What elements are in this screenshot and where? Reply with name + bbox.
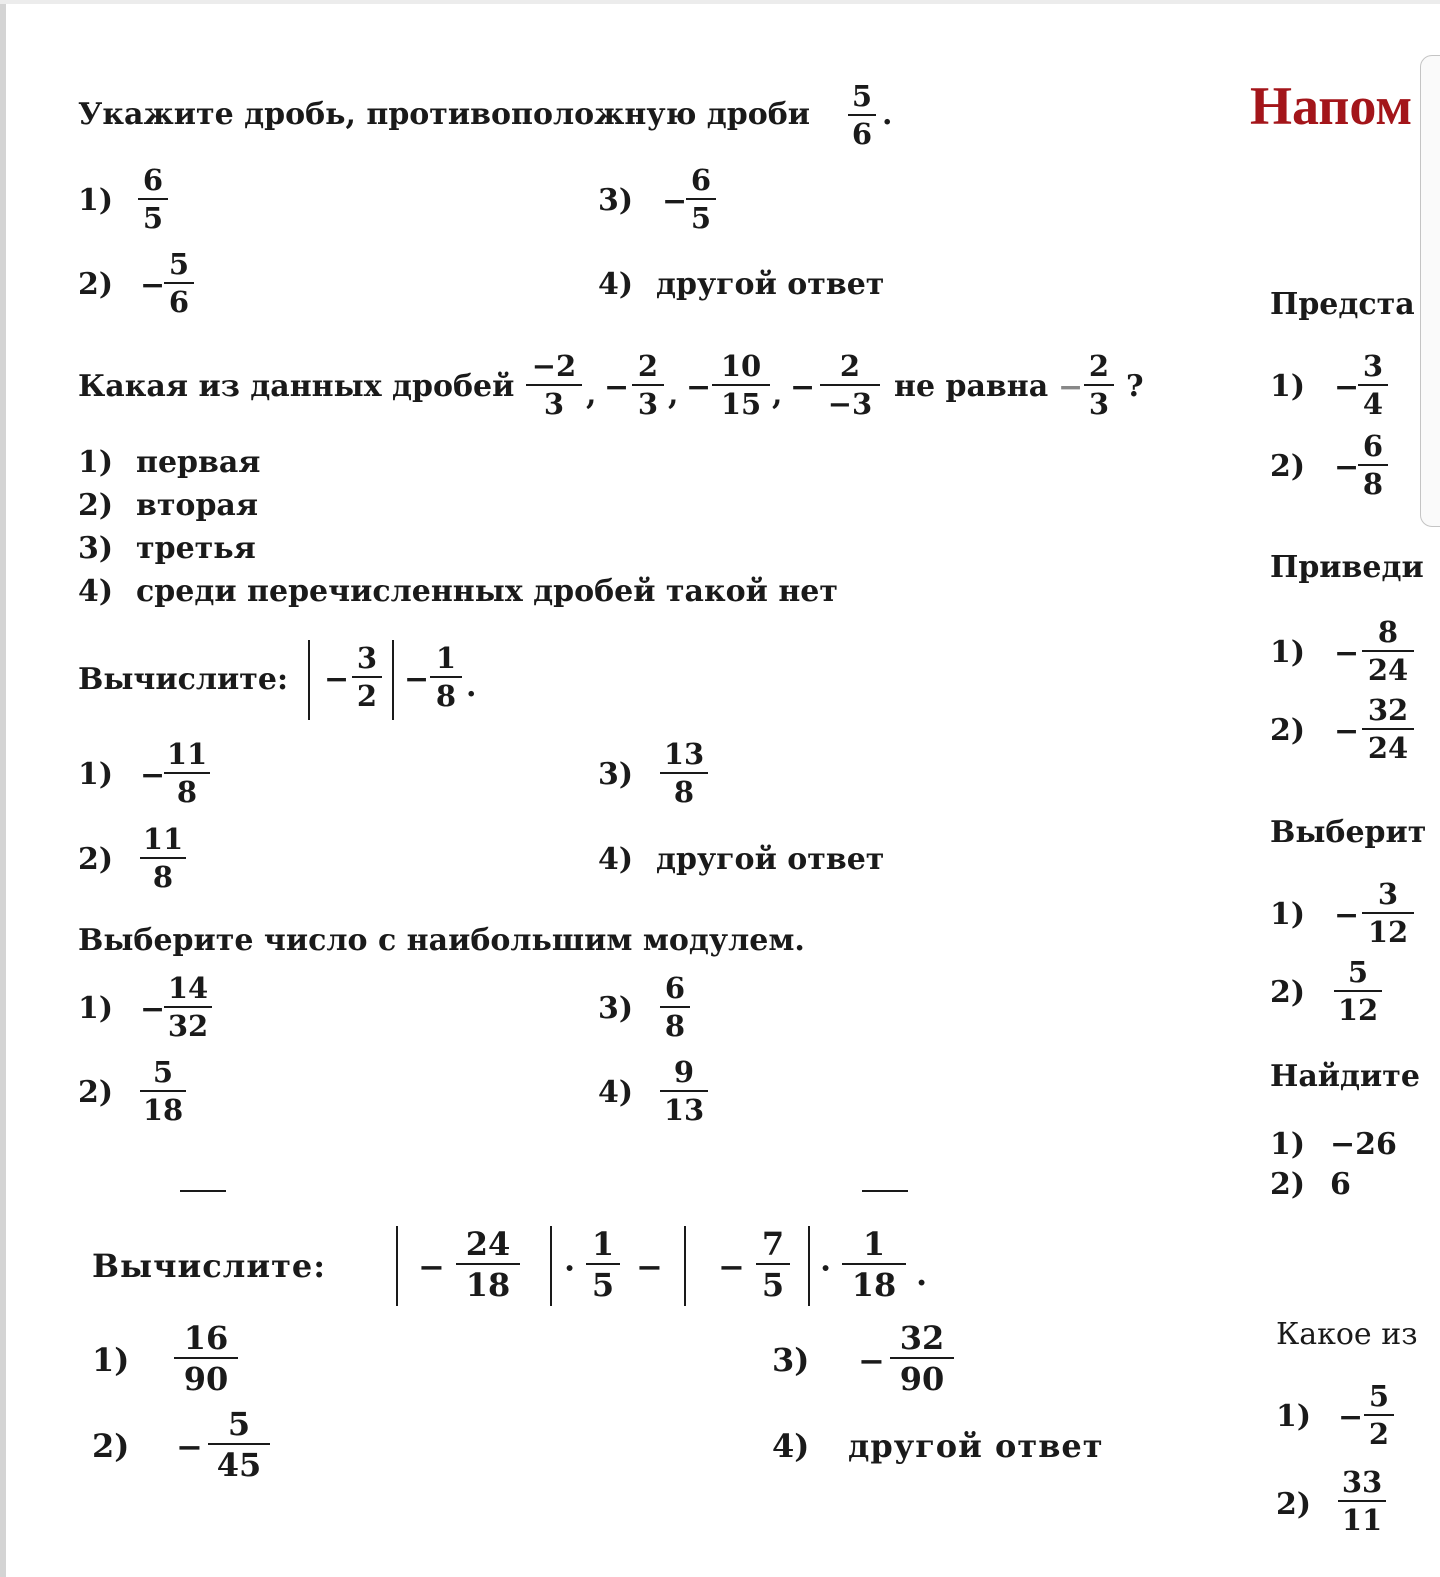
option-text[interactable]: первая	[136, 445, 261, 480]
minus-sign: −	[418, 1248, 445, 1286]
question-text: Укажите дробь, противоположную дроби	[78, 97, 811, 132]
minus-sign: −	[140, 268, 166, 303]
minus-sign: −	[1058, 370, 1084, 405]
option-number[interactable]: 1)	[1270, 1127, 1306, 1162]
option-text[interactable]: другой ответ	[656, 842, 885, 877]
minus-sign: −	[858, 1342, 885, 1380]
option-fraction[interactable]: 16 90	[174, 1322, 238, 1395]
option-fraction[interactable]: 5 6	[164, 250, 194, 317]
option-fraction[interactable]: 13 8	[660, 740, 708, 807]
minus-sign: −	[718, 1248, 745, 1286]
option-text[interactable]: третья	[136, 531, 256, 566]
abs-bar	[684, 1226, 686, 1306]
minus-sign: −	[636, 1248, 663, 1286]
option-fraction[interactable]: 8 24	[1362, 618, 1414, 685]
option-number[interactable]: 3)	[598, 757, 634, 792]
option-number[interactable]: 2)	[92, 1427, 130, 1465]
option-fraction[interactable]: 5 2	[1364, 1382, 1394, 1449]
option-fraction[interactable]: 11 8	[164, 740, 210, 807]
multiply-dot: ·	[820, 1249, 832, 1287]
option-number[interactable]: 2)	[78, 488, 114, 523]
option-fraction[interactable]: 6 8	[660, 974, 690, 1041]
option-number[interactable]: 1)	[1276, 1399, 1312, 1434]
option-number[interactable]: 1)	[1270, 897, 1306, 932]
option-fraction[interactable]: 3 12	[1362, 880, 1414, 947]
minus-sign: −	[604, 370, 630, 405]
option-number[interactable]: 1)	[78, 757, 114, 792]
comma: ,	[668, 377, 679, 412]
section-title: Приведи	[1270, 550, 1424, 585]
option-number[interactable]: 4)	[78, 574, 114, 609]
fraction: 7 5	[756, 1228, 790, 1301]
minus-sign: −	[140, 992, 166, 1027]
option-fraction[interactable]: 5 12	[1334, 958, 1382, 1025]
option-fraction[interactable]: 14 32	[164, 974, 212, 1041]
minus-sign: −	[662, 184, 688, 219]
option-text[interactable]: вторая	[136, 488, 259, 523]
fraction: 2 −3	[820, 352, 880, 419]
side-panel-edge[interactable]	[1420, 55, 1440, 527]
minus-sign: −	[1338, 1400, 1364, 1435]
option-number[interactable]: 2)	[1276, 1487, 1312, 1522]
page-edge	[0, 0, 6, 1577]
option-number[interactable]: 3)	[598, 991, 634, 1026]
option-fraction[interactable]: 6 5	[138, 166, 168, 233]
fraction: 10 15	[712, 352, 770, 419]
question-mark: ?	[1126, 369, 1144, 404]
fraction: 1 8	[430, 644, 462, 711]
page-heading: Напом	[1250, 76, 1413, 136]
option-fraction[interactable]: 32 90	[890, 1322, 954, 1395]
option-number[interactable]: 3)	[772, 1341, 810, 1379]
cropped-mark	[862, 1190, 908, 1192]
option-number[interactable]: 1)	[1270, 369, 1306, 404]
minus-sign: −	[686, 370, 712, 405]
option-number[interactable]: 2)	[1270, 1167, 1306, 1202]
fraction: 24 18	[456, 1228, 520, 1301]
option-number[interactable]: 3)	[598, 183, 634, 218]
fraction: 1 5	[586, 1228, 620, 1301]
option-number[interactable]: 2)	[1270, 449, 1306, 484]
option-number[interactable]: 1)	[1270, 635, 1306, 670]
section-title: Выберит	[1270, 815, 1427, 850]
minus-sign: −	[790, 370, 816, 405]
question-text: Вычислите:	[78, 662, 289, 697]
option-fraction[interactable]: 6 8	[1358, 432, 1388, 499]
multiply-dot: ·	[564, 1249, 576, 1287]
abs-bar	[808, 1226, 810, 1306]
question-text: Выберите число с наибольшим модулем.	[78, 923, 805, 958]
option-number[interactable]: 2)	[1270, 713, 1306, 748]
option-fraction[interactable]: 11 8	[140, 825, 186, 892]
minus-sign: −	[404, 662, 430, 697]
minus-sign: −	[176, 1428, 203, 1466]
question-text: Вычислите:	[92, 1247, 327, 1285]
section-title: Предста	[1270, 287, 1415, 322]
option-text[interactable]: другой ответ	[848, 1427, 1104, 1465]
option-text[interactable]: среди перечисленных дробей такой нет	[136, 574, 838, 609]
abs-bar	[308, 640, 310, 720]
minus-sign: −	[140, 758, 166, 793]
option-fraction[interactable]: 33 11	[1338, 1468, 1386, 1535]
comma: ,	[772, 377, 783, 412]
option-text[interactable]: −26	[1330, 1127, 1397, 1162]
option-number[interactable]: 2)	[78, 842, 114, 877]
option-fraction[interactable]: 3 4	[1358, 352, 1388, 419]
fraction: 1 18	[842, 1228, 906, 1301]
option-fraction[interactable]: 5 18	[140, 1058, 186, 1125]
fraction: 3 2	[352, 644, 382, 711]
option-number[interactable]: 4)	[772, 1427, 810, 1465]
question-text: не равна	[894, 369, 1049, 404]
page-edge-top	[0, 0, 1440, 4]
section-title: Какое из	[1276, 1317, 1418, 1352]
punctuation: .	[916, 1255, 928, 1293]
punctuation: .	[882, 97, 893, 132]
fraction: −2 3	[526, 352, 582, 419]
option-fraction[interactable]: 6 5	[686, 166, 716, 233]
minus-sign: −	[1334, 636, 1360, 671]
option-number[interactable]: 1)	[78, 183, 114, 218]
option-number[interactable]: 2)	[78, 267, 114, 302]
fraction: 2 3	[632, 352, 664, 419]
option-number[interactable]: 4)	[598, 267, 634, 302]
option-number[interactable]: 1)	[78, 445, 114, 480]
punctuation: .	[466, 669, 477, 704]
option-fraction[interactable]: 32 24	[1362, 696, 1414, 763]
minus-sign: −	[1334, 898, 1360, 933]
abs-bar	[396, 1226, 398, 1306]
option-text[interactable]: 6	[1330, 1167, 1351, 1202]
option-fraction[interactable]: 9 13	[660, 1058, 708, 1125]
minus-sign: −	[1334, 370, 1360, 405]
comma: ,	[586, 377, 597, 412]
option-number[interactable]: 2)	[1270, 975, 1306, 1010]
option-number[interactable]: 2)	[78, 1075, 114, 1110]
abs-bar	[550, 1226, 552, 1306]
option-number[interactable]: 4)	[598, 1075, 634, 1110]
option-text[interactable]: другой ответ	[656, 267, 885, 302]
minus-sign: −	[1334, 714, 1360, 749]
option-number[interactable]: 1)	[92, 1341, 130, 1379]
question-text: Какая из данных дробей	[78, 369, 515, 404]
option-number[interactable]: 4)	[598, 842, 634, 877]
minus-sign: −	[1334, 450, 1360, 485]
minus-sign: −	[324, 662, 350, 697]
fraction: 5 6	[848, 82, 876, 149]
abs-bar	[392, 640, 394, 720]
cropped-mark	[180, 1190, 226, 1192]
option-fraction[interactable]: 5 45	[208, 1408, 270, 1481]
section-title: Найдите	[1270, 1059, 1420, 1094]
option-number[interactable]: 1)	[78, 991, 114, 1026]
fraction: 2 3	[1084, 352, 1114, 419]
option-number[interactable]: 3)	[78, 531, 114, 566]
